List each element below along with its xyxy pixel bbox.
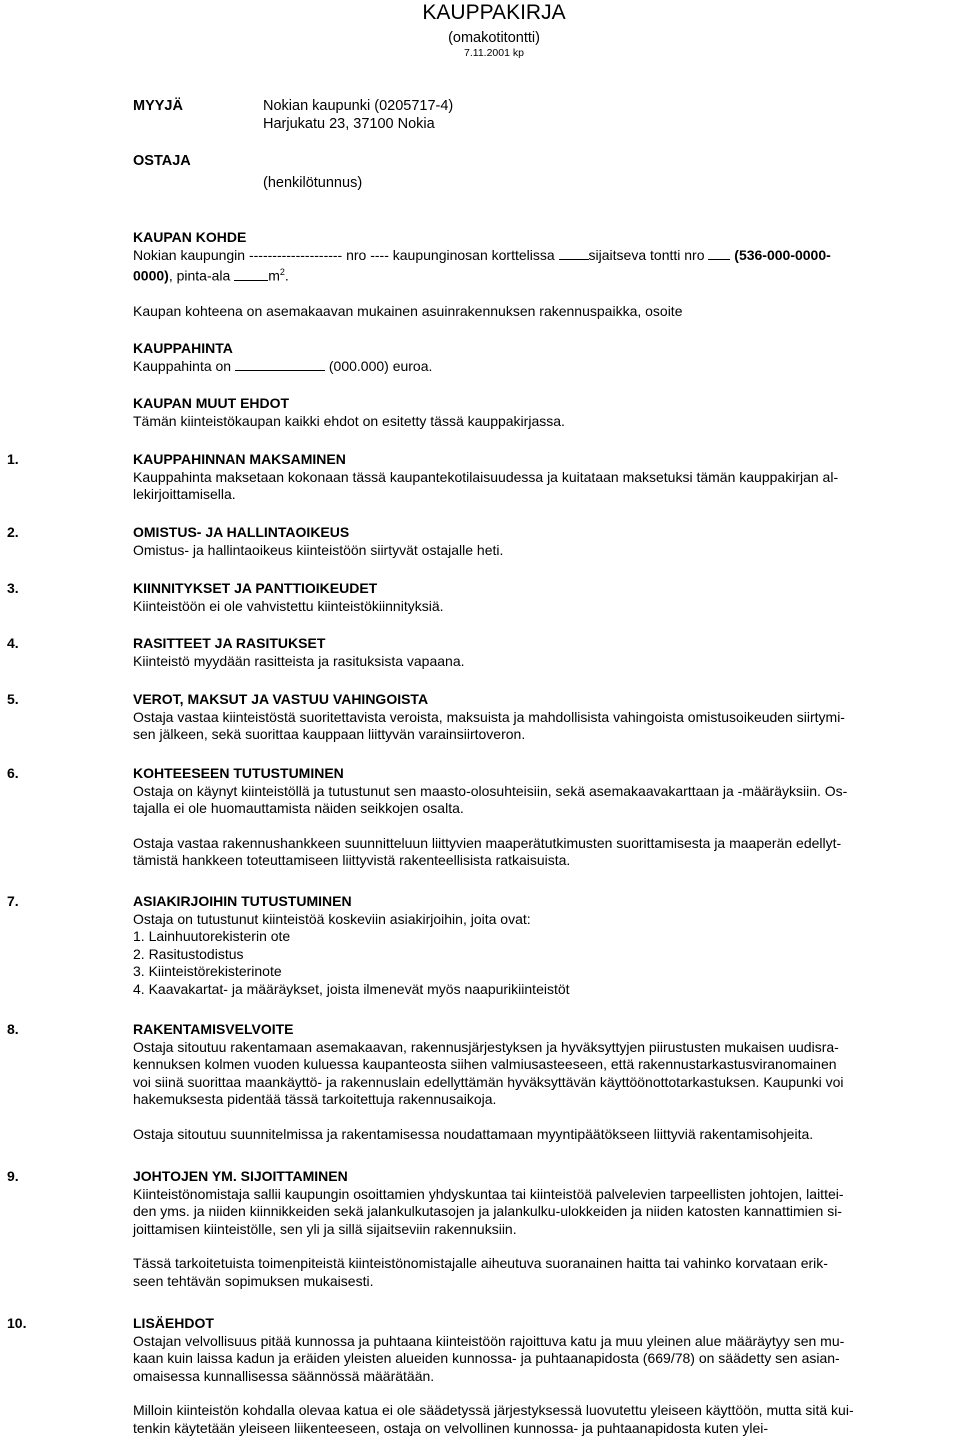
blank-field [235,358,325,371]
blank-field [708,247,730,260]
section-title: RASITTEET JA RASITUKSET [133,635,326,651]
kohde-line1: Nokian kaupungin -------------------- nro ---- kaupunginosan korttelissa sijaitseva tontti nro (536-000-0000- [133,246,831,263]
section-title: KIINNITYKSET JA PANTTIOIKEUDET [133,580,378,596]
muut-ehdot-text: Tämän kiinteistökaupan kaikki ehdot on esitetty tässä kauppakirjassa. [133,412,565,429]
list-item: 1. Lainhuutorekisterin ote [133,928,291,945]
list-item: 4. Kaavakartat- ja määräykset, joista ilmenevät myös naapurikiinteistöt [133,980,570,997]
list-item: 3. Kiinteistörekisterinote [133,963,282,980]
document-date: 7.11.2001 kp [464,47,524,59]
section-title: VEROT, MAKSUT JA VASTUU VAHINGOISTA [133,691,429,707]
buyer-label: OSTAJA [133,153,191,169]
parties [133,98,893,192]
section-muut-ehdot [133,395,943,430]
kauppahinta-heading: KAUPPAHINTA [133,340,233,356]
section-title: OMISTUS- JA HALLINTAOIKEUS [133,524,350,540]
section-kohde [133,229,943,321]
seller-details [263,98,453,133]
section-title: LISÄEHDOT [133,1315,214,1331]
blank-field [234,268,268,281]
section-title: KAUPPAHINNAN MAKSAMINEN [133,451,346,467]
document-title: KAUPPAKIRJA [422,1,566,24]
muut-ehdot-heading: KAUPAN MUUT EHDOT [133,395,290,411]
section-title: KOHTEESEEN TUTUSTUMINEN [133,765,344,781]
kohde-description: Kaupan kohteena on asemakaavan mukainen asuinrakennuksen rakennuspaikka, osoite [133,303,683,320]
buyer-row [133,153,893,171]
buyer-id: (henkilötunnus) [263,174,363,191]
section-kauppahinta [133,340,943,375]
seller-label: MYYJÄ [133,98,183,114]
kohde-heading: KAUPAN KOHDE [133,229,247,245]
document-header [0,0,960,60]
seller-address: Harjukatu 23, 37100 Nokia [263,115,435,132]
blank-field [559,247,589,260]
list-item: 2. Rasitustodistus [133,945,244,962]
section-title: ASIAKIRJOIHIN TUTUSTUMINEN [133,893,352,909]
kauppahinta-text: Kauppahinta on (000.000) euroa. [133,357,433,374]
seller-name: Nokian kaupunki (0205717-4) [263,98,454,114]
section-title: RAKENTAMISVELVOITE [133,1021,294,1037]
document-subtitle: (omakotitontti) [448,30,540,46]
section-title: JOHTOJEN YM. SIJOITTAMINEN [133,1168,348,1184]
seller-row [133,98,893,133]
kohde-line2: 0000), pinta-ala $m^2$. [133,267,289,284]
buyer-id-row [133,175,893,193]
